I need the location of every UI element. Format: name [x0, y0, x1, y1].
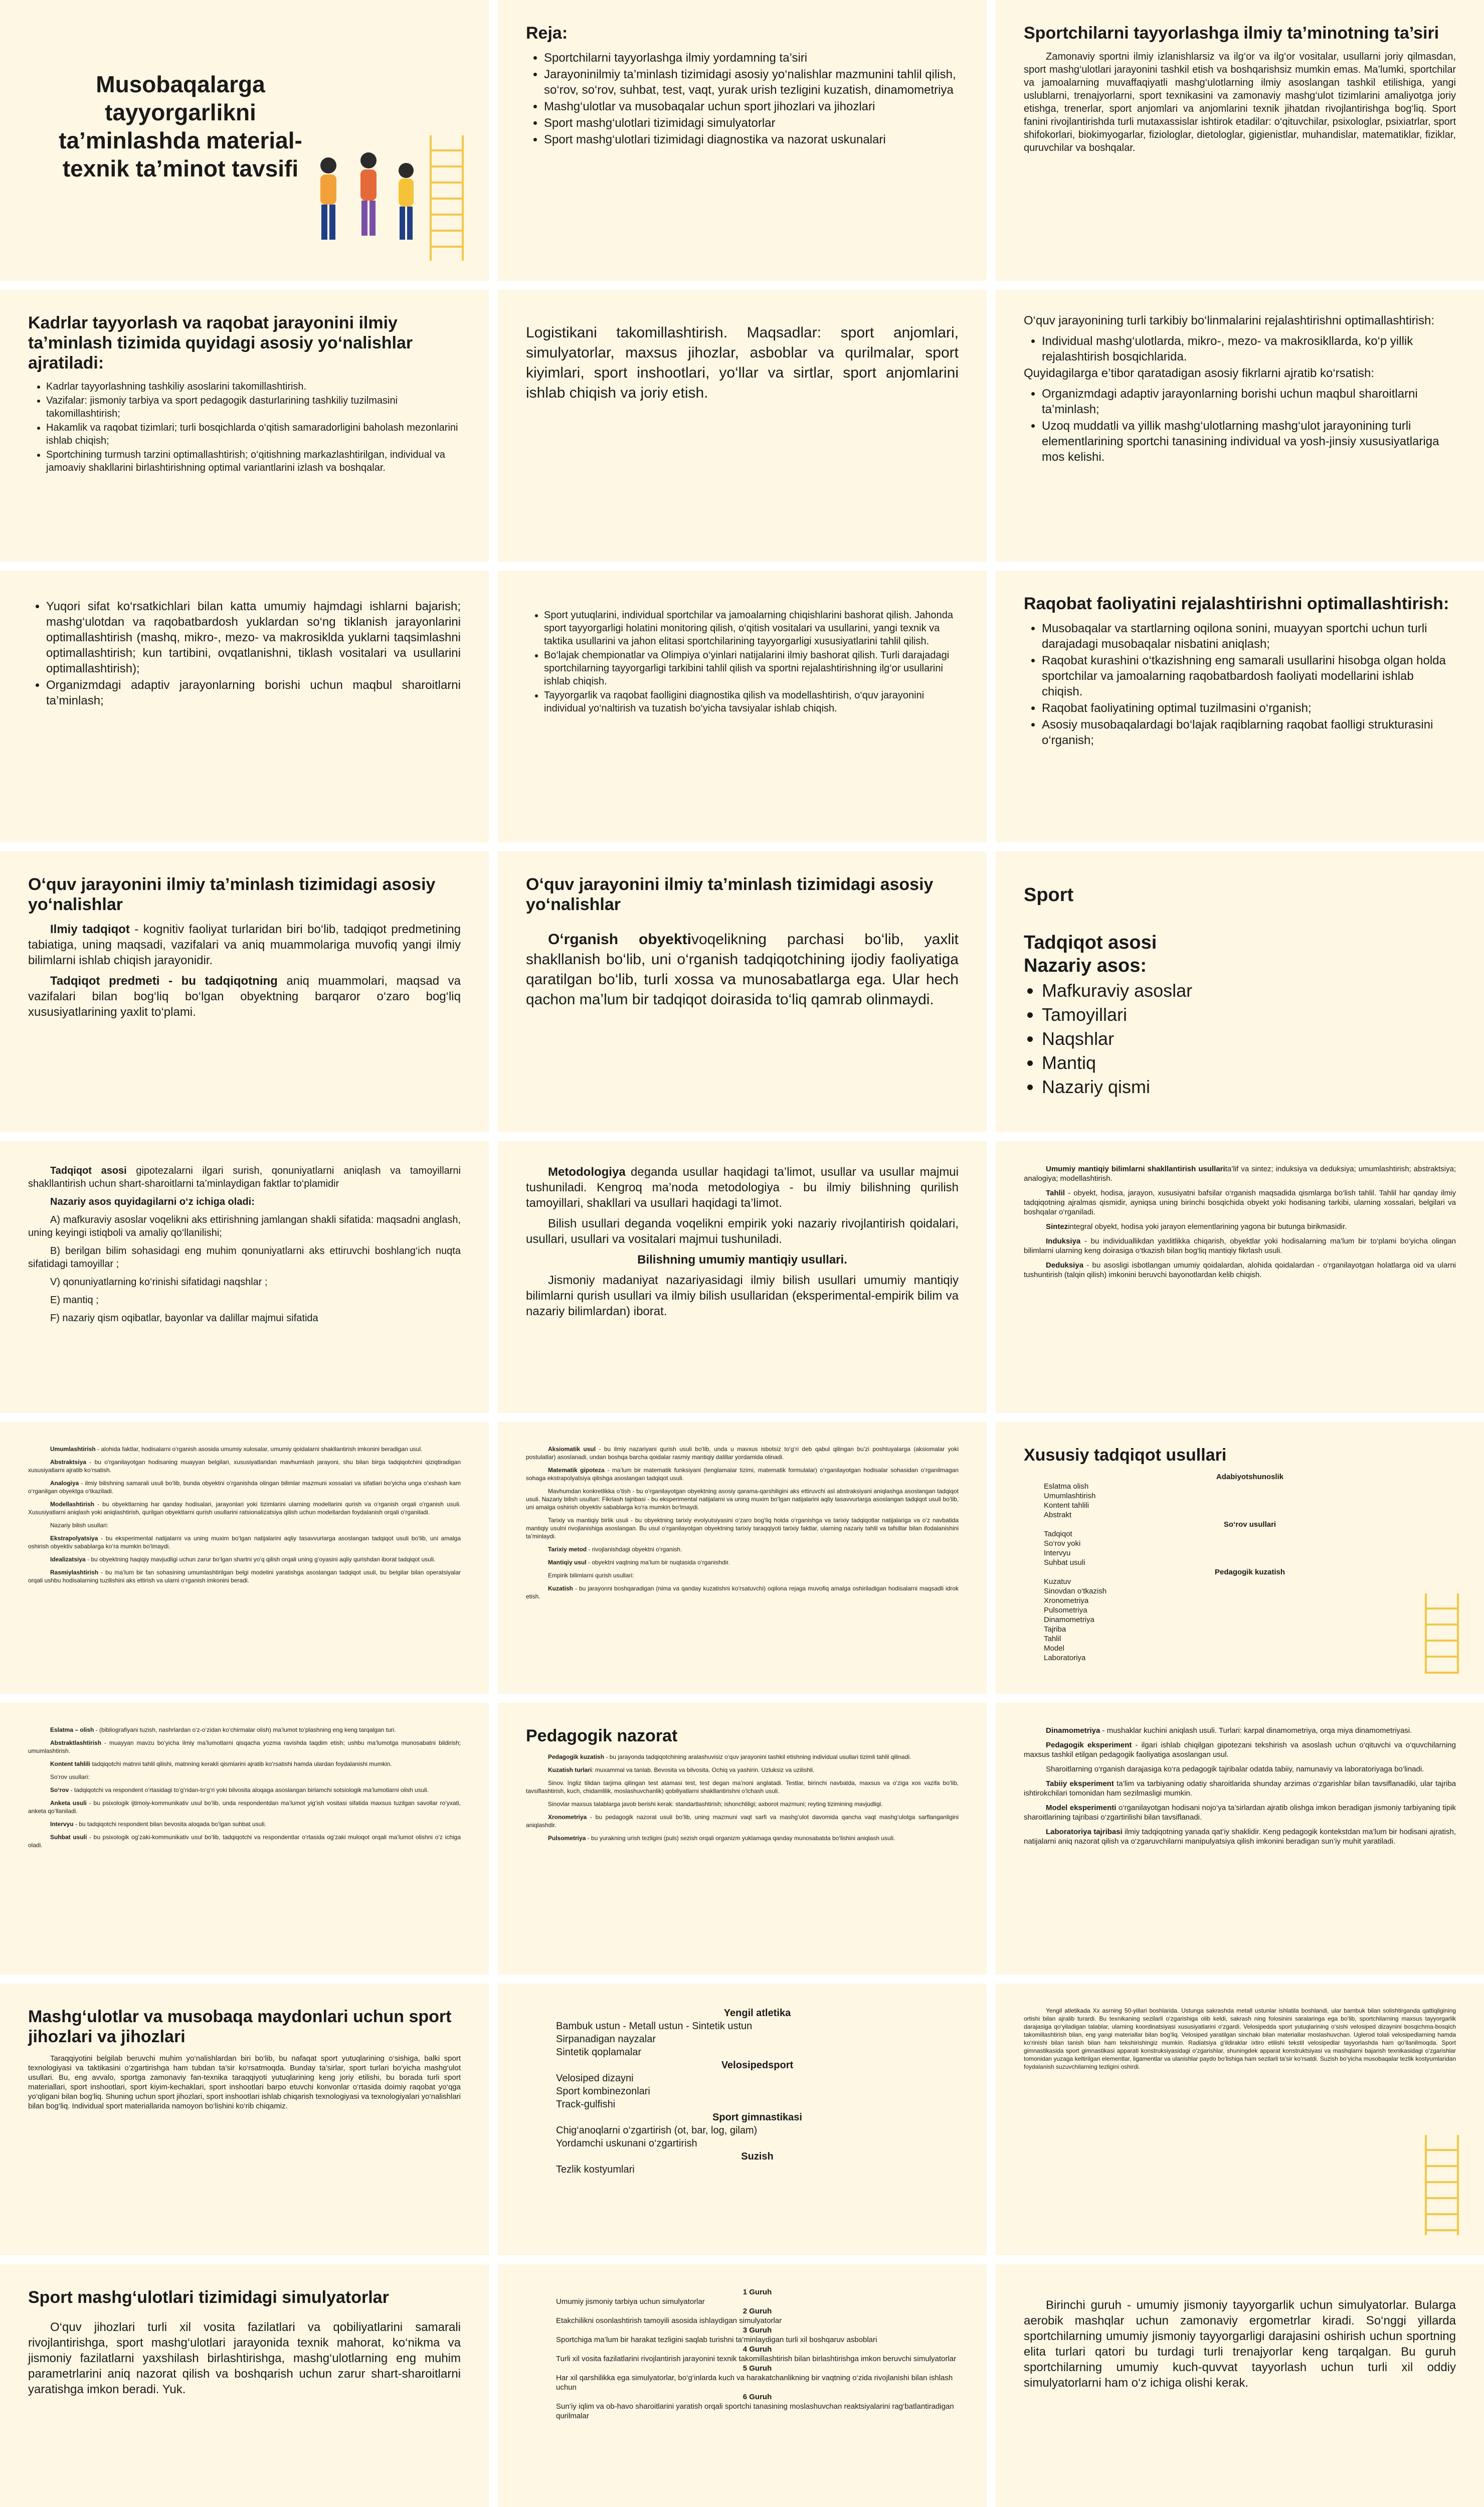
methods-text [28, 1726, 461, 1849]
plan-item: • Mashg‘ulotlar va musobaqalar uchun sport jihozlari va jihozlari [544, 99, 959, 114]
plan-item: • Sportchilarni tayyorlashga ilmiy yordamning ta’siri [544, 50, 959, 66]
term: Xronometriya [548, 1814, 587, 1821]
slide-generalization-methods [0, 1422, 489, 1694]
definition: - bu ilmiy nazariyani qurish usuli bo‘lib, unda u mavxus isbotsiz to‘g‘ri deb qabul qilingan bu’zi poshtuyalarga (aksiomalar yoki postulatlar) asoslanadi, undan boshqa barcha qoidalar rasmiy mantiqiy dalillar yordamida olinadi. [526, 1446, 959, 1461]
definition: - bu eksperimental natijalarni va uning muxim bo‘lgan natijalarini aqliy tasavvurlarga asoslangan tadqiqot usuli bo‘lib, uni amalga oshirish obyektiv sabablarga ko‘ra mumkin bo‘lmaydi. [28, 1535, 461, 1550]
paragraph [1024, 1222, 1456, 1231]
list-item: • Individual mashg‘ulotlarda, mikro-, mezo- va makrosikllarda, ko‘p yillik rejalashtirish bosqichlarida. [1042, 333, 1456, 365]
list-item: • Tayyorgarlik va raqobat faolligini diagnostika qilish va modellashtirish, o‘quv jarayonini individual yo‘naltirish va tuzatish bo‘yicha tavsiyalar ishlab chiqish. [544, 689, 959, 715]
term: Model eksperimenti [1046, 1804, 1117, 1812]
slide-heading: Sport [1024, 884, 1074, 906]
slide-body: O‘quv jihozlari turli xil vosita fazilatlari va qobiliyatlarini samarali rivojlantirishga, sport mashg‘ulotlari jarayonida texnik mahorat, ko‘nikma va jismoniy fazilatlarni yaxshilash birlashtirishga, mashg‘ulotlarning eng muhim parametrlarini aniq nazorat qilish va boshqarish uchun zarur shart-sharoitlarni yaratishga imkon beradi. Yuk. [28, 2320, 461, 2396]
group-item: Turli xil vosita fazilatlarini rivojlantirish jarayonini texnik takomillashtirish bilan birlashtirishga imkon beruvchi simulyatorlar [556, 2355, 957, 2363]
group-item: Tahlil [1044, 1635, 1061, 1643]
list-item: • Organizmdagi adaptiv jarayonlarning borishi uchun maqbul sharoitlarni ta’minlash; [46, 677, 461, 708]
slide-heading: Sportchilarni tayyorlashga ilmiy ta’minotning ta’siri [1024, 24, 1439, 43]
paragraph [28, 1820, 461, 1828]
slide-quality-work [0, 571, 489, 842]
slide-heading: Sport mashg‘ulotlari tizimidagi simulyatorlar [28, 2288, 389, 2307]
group-heading: Pedagogik kuzatish [1214, 1568, 1285, 1576]
slide-logistics [498, 290, 987, 562]
group-item: Laboratoriya [1044, 1654, 1086, 1662]
list-item: • Naqshlar [1042, 1027, 1456, 1050]
slide-equipment-history [996, 1984, 1484, 2255]
definition: - bu o‘rganilayotgan hodisaning muayyan belgilari, xususiyatlaridan mavhumlash jarayoni, shu bilan birga tadqiqotchini qiziqtiradigan xususiyatlarni ajratib ko‘rsatish. [28, 1459, 461, 1474]
definition: : muxammal va tanlab. Bevosita va bilvosita. Ochiq va yashirin. Uzluksiz va uzilishli. [592, 1766, 815, 1773]
paragraph [1024, 1164, 1456, 1183]
list-item: • Bo‘lajak chempionatlar va Olimpiya o‘yinlari natijalarini ilmiy bashorat qilish. Turli darajadagi sportchilarning tayyorgarligi tarkibini tahlil qilish va sportni rejalashtirishning ilg‘or usullarini ishlab chiqish. [544, 649, 959, 688]
term: Pulsometriya [548, 1835, 586, 1842]
simulator-groups [526, 2287, 959, 2421]
paragraph [28, 1521, 461, 1529]
paragraph [1024, 1261, 1456, 1280]
definition: - muayyan mavzu bo‘yicha ilmiy ma’lumotlarni qisqacha yozma ravishda taqdim etish; ushbu ma’lumotga munosabatni bildirish; umumlashtirish. [28, 1739, 461, 1754]
line: F) nazariy qism oqibatlar, bayonlar va dalillar majmui sifatida [50, 1313, 318, 1324]
forecast-list [526, 609, 959, 715]
paragraph [28, 1568, 461, 1584]
line: B) berilgan bilim sohasidagi eng muhim qonuniyatlarni aks ettiruvchi boshlang‘ich nuqta sifatidagi tamoyillar ; [28, 1245, 461, 1270]
paragraph [1024, 1764, 1456, 1774]
plan-list [526, 50, 959, 147]
definition: - (bibliografiyani tuzish, nashrlardan o‘z-o‘zidan ko‘chirmalar olish) ma’lumot to‘plashning eng keng tarqalgan turi. [94, 1726, 396, 1733]
slide-notes-methods [0, 1703, 489, 1975]
methods-groups [1024, 1472, 1456, 1663]
list-item: • Asosiy musobaqalardagi bo‘lajak raqiblarning raqobat faolligi strukturasini o‘rganish; [1042, 717, 1456, 748]
group-heading: Velosipedsport [721, 2060, 794, 2071]
definition: - obyektni vaqtning ma’lum bir nuqtasida o‘rganishdir. [586, 1559, 730, 1566]
paragraph [526, 1779, 959, 1795]
paragraph [526, 1487, 959, 1511]
term: Tahlil [1046, 1189, 1065, 1197]
paragraph [526, 1766, 959, 1774]
methods-text [1024, 1726, 1456, 1846]
group-item: Etakchilikni osonlashtirish tamoyili asosida ishlaydigan simulyatorlar [556, 2316, 782, 2325]
paragraph: Jismoniy madaniyat nazariyasidagi ilmiy bilish usullari umumiy mantiqiy bilimlarni qurish usullari va ilmiy bilish usullaridan (eksperimental-empirik bilim va nazariy bilimlardan) iborat. [526, 1274, 959, 1318]
paragraph [526, 1164, 959, 1211]
paragraph [28, 1799, 461, 1815]
paragraph [28, 1739, 461, 1755]
paragraph [28, 1534, 461, 1550]
slide-body: Birinchi guruh - umumiy jismoniy tayyorgarlik uchun simulyatorlar. Bularga aerobik mashqlar uchun zamonaviy ergometrlar kiradi. So‘nggi yillarda sportchilarning umumiy jismoniy tayyorgarligi darajasini oshirish uchun sportning elita turlari qatori bu turdagi turli trenajyorlar keng tarqalgan. Bu guruh sportchilarning umumiy kuch-quvvat tayyorlash uchun turli xil oddiy simulyatorlarni ham o‘z ichiga olishi kerak. [1024, 2298, 1456, 2390]
paragraph [526, 1800, 959, 1808]
definition: ta’lif va sintez; induksiya va deduksiya; umumlashtirish; abstraktsiya; analogiya; modellashtirish. [1024, 1165, 1456, 1183]
slide-sport-basis [996, 851, 1484, 1132]
plan-title: Reja: [526, 24, 568, 43]
group-item: Intervyu [1044, 1549, 1071, 1557]
slide-heading: Raqobat faoliyatini rejalashtirishni optimallashtirish: [1024, 594, 1449, 613]
slide-research-subject [0, 851, 489, 1132]
definition: ta’lim va tarbiyaning odatiy sharoitlarida shunday arzimas o‘zgarishlar bilan tavsiflanadiki, ular tajriba ishtirokchilari tomonidan ham sezilmasligi mumkin. [1024, 1779, 1456, 1798]
slide-forecasting [498, 571, 987, 842]
people-exercise-illustration [298, 145, 429, 256]
slide-intro: O‘quv jarayonining turli tarkibiy bo‘linmalarini rejalashtirishni optimallashtirish: [1024, 314, 1435, 327]
group-item: Tajriba [1044, 1625, 1066, 1634]
line: V) qonuniyatlarning ko‘rinishi sifatidagi naqshlar ; [50, 1277, 268, 1288]
term: Pedagogik kuzatish [548, 1753, 605, 1760]
definition: - bu individuallikdan yaxlitlikka chiqarish, obyektlar yoki hodisalarning ma’lum bir to‘plami bo‘yicha olingan bilimlarni ularning keng doirasiga o‘tkazish bilan bog‘liq mantiqiy fikrlash usuli. [1024, 1237, 1456, 1255]
definition: - rivojlanishdagi obyektni o‘rganish. [587, 1546, 682, 1553]
paragraph [28, 1726, 461, 1734]
definition: - ilgari ishlab chiqilgan gipotezani tekshirish va asoslash uchun o‘qituvchi va o‘quvchilarning maxsus tashkil etilgan pedagogik faoliyatiga asoslangan usul. [1024, 1741, 1456, 1759]
group-item: Sportchiga ma’lum bir harakat tezligini saqlab turishni ta’minlaydigan turli xil boshqaruv asboblari [556, 2336, 877, 2344]
term: Tarixiy metod [548, 1546, 587, 1553]
list-item: • Yuqori sifat ko‘rsatkichlari bilan katta umumiy hajmdagi ishlarni bajarish; mashg‘ulotdan va raqobatbardosh yuklardan so‘ng tiklanish jarayonlarini optimallashtirish (mashq, mikro-, mezo- va makrosiklda yuklarni taqsimlashni optimallashtirish; kun tartibini, ovqatlanishni, tiklash vositalari va usullarini optimallashtirish); [46, 599, 461, 676]
group-heading: 2 Guruh [743, 2307, 772, 2315]
group-heading: So‘rov usullari [1223, 1520, 1276, 1529]
methods-text [526, 1753, 959, 1842]
term: Pedagogik eksperiment [1046, 1741, 1132, 1749]
group-item: So‘rov yoki [1044, 1539, 1081, 1548]
slide-mid: Quyidagilarga e’tibor qaratadigan asosiy fikrlarni ajratib ko‘rsatish: [1024, 367, 1375, 380]
group-heading: Sport gimnastikasi [712, 2112, 802, 2123]
slide-simulator-groups [498, 2264, 987, 2507]
paragraph [1024, 1827, 1456, 1846]
methods-text [28, 1445, 461, 1584]
planning-list [1024, 333, 1456, 365]
paragraph [1024, 1188, 1456, 1217]
group-item: Tadqiqot [1044, 1530, 1072, 1538]
slide-heading: Mashg‘ulotlar va musobaqa maydonlari uchun sport jihozlari va jihozlari [28, 2007, 452, 2046]
term: Ekstrapolyatsiya [50, 1535, 98, 1542]
definition: tadqiqotchi matnni tahlil qilishi, matnning kerakli qismlarini ajratib ko‘rsatishi hamda ulardan foydalanishi mumkin. [90, 1760, 392, 1767]
term: Deduksiya [1046, 1261, 1084, 1270]
paragraph [526, 1466, 959, 1482]
definition: - kognitiv faoliyat turlaridan biri bo‘lib, tadqiqot predmetining tabiatiga, uning maqsadi, vazifalari va aniq muammolariga muvofiq yangi ilmiy bilimlarni ishlab chiqish jarayonidir. [28, 923, 461, 967]
paragraph [28, 1833, 461, 1849]
definition: aniq muammolari, maqsad va vazifalari bilan bog‘liq bo‘lgan obyektning barqaror o‘zaro bog‘liq xususiyatlarining yaxlit to‘plami. [28, 974, 461, 1019]
list-item: • Hakamlik va raqobat tizimlari; turli bosqichlarda o‘qitish samaradorligini baholash mezonlarini ishlab chiqish; [46, 421, 461, 447]
paragraph [1024, 1740, 1456, 1759]
methods-text [526, 1445, 959, 1600]
group-item: Umumiy jismoniy tarbiya uchun simulyatorlar [556, 2297, 705, 2306]
group-item: Har xil qarshilikka ega simulyatorlar, bo‘g‘inlarda kuch va harakatchanlikning bir vaqtning o‘zida rivojlanishi bilan ishlash uchun [556, 2374, 953, 2392]
slide-body: Zamonaviy sportni ilmiy izlanishlarsiz va ilg‘or va ilg‘or vositalar, usullarni joriy qilmasdan, sport mashg‘ulotlari jarayonini tashkil etish va boshqarishsiz mumkin emas. Ma’lumki, sportchilar va jamoalarning muvaffaqiyatli mashg‘ulotlarning ilmiy asoslangan tashkil etilishiga, yangi uslublarni, trenajyorlarni, sport texnikasini va zamonaviy mashg‘ulot tizimlarini amaliyotga joriy etishga, trenerlar, sport anjomlari va anjomlarini texnik jihatdan rivojlantirishga bog‘liq. Sport fanini rivojlantirishda turli mutaxassislar ishtirok etadilar: o‘qituvchilar, psixologlar, psixiatrlar, sport shifokorlari, biokimyogarlar, fiziologlar, dietologlar, gigienistlar, muhandislar, matematiklar, fiziklar, quruvchilar va boshqalar. [1024, 51, 1456, 153]
term: Induksiya [1046, 1237, 1081, 1245]
group-item: Eslatma olish [1044, 1482, 1089, 1491]
slide-group1 [996, 2264, 1484, 2507]
term: Intervyu [50, 1821, 74, 1828]
definition: Empirik bilimlarni qurish usullari: [548, 1572, 634, 1579]
term: Analogiya [50, 1480, 79, 1487]
paragraph [526, 1558, 959, 1566]
definition: - bu tadqiqotchi respondent bilan bevosita aloqada bo‘lgan suhbat usuli. [73, 1821, 266, 1828]
definition: - alohida faktlar, hodisalarni o‘rganish asosida umumiy xulosalar, umumiy qoidalarni shakllantirish imkonini beradigan usul. [95, 1446, 423, 1453]
list-item: • Organizmdagi adaptiv jarayonlarning borishi uchun maqbul sharoitlarni ta’minlash; [1042, 386, 1456, 417]
term: Abstraktsiya [50, 1459, 87, 1466]
list-item: • Sportchining turmush tarzini optimallashtirish; o‘qitishning markazlashtirilgan, individual va jamoaviy shakllarini birlashtirishning optimal variantlarini izlash va boshqalar. [46, 448, 461, 474]
slide-heading: O‘quv jarayonini ilmiy ta’minlash tizimidagi asosiy yo‘nalishlar [526, 875, 934, 914]
paragraph [1024, 1779, 1456, 1798]
definition: ilmiy tadqiqotning yanada qat’iy shaklidir. Keng pedagogik kontekstdan ma’lum bir hodisani ajratish, natijalarni aniq nazorat qilish va o‘zgaruvchilarni manipulyatsiya qilish imkonini beradigan sun’iy muhit yaratiladi. [1024, 1828, 1456, 1846]
slide-simulators [0, 2264, 489, 2507]
term: Metodologiya [548, 1165, 626, 1179]
list-item: • Nazariy qismi [1042, 1076, 1456, 1099]
definition: deganda usullar haqidagi ta’limot, usullar va usullar majmui tushuniladi. Kengroq ma’noda metodologiya - bu ilmiy bilishning qurilish tamoyillari, shakllari va usullari haqidagi ta’limot. [526, 1165, 959, 1210]
definition: Nazariy bilish usullari: [50, 1522, 109, 1529]
paragraph [28, 1555, 461, 1563]
list-item: • Mantiq [1042, 1051, 1456, 1075]
slide-heading: Pedagogik nazorat [526, 1726, 678, 1745]
definition: - bu pedagogik nazorat usuli bo‘lib, uning mazmuni vaqt sarfi va mashg‘ulot davomida qancha vaqt mashg‘ulotga sarflanganligini aniqlashdir. [526, 1814, 959, 1829]
definition: Sinov. Ingliz tilidan tarjima qilingan test atamasi test, test degan ma’noni anglatadi. Testlar, birinchi navbatda, maxsus va o‘ziga xos vazifa bo‘lib, tavsiflashtirish, kuch, chidamlilik, moslashuvchanlik) qobiliyatlarni shakllantirishni o‘lchash usuli. [526, 1779, 959, 1795]
slide-body: Yengil atletikada Xx asrning 50-yillari boshlarida. Ustunga sakrashda metall ustunlar ishlatila boshlandi, ular bambuk bilan solishtirganda qattiqligining ortishi bilan ajralib turardi. Bu texnikaning sezilarli o‘zgarishiga olib keldi, sakrash ning folosinini saralaringa ega bo‘lib, sportchilarning maxsus tayyorgarlik darajasiga qo‘yiladigan talablar, ularning koordinatsiyasi xususiyatlarini o‘zgardi. Velosipedda sport yutuqlarining o‘sishi velosiped dizaynini bosqichma-bosqich takomillashtirish bilan, eng yangi materiallar bilan bog‘liq. Velosiped yaratilgan sinchaki bilan materiallar moslashuvchan. Uglerod tolali velosipedlarning hamda ko‘rinishi bilan tanish bilan ham tekshirishingiz mumkin. Radiatsiya g‘ildiraklar ixtiro etilishi tekstil velosipedlar tayyorlashda ham qo‘llanilmoqda. Sport gimnastikasida sport gimnastikasi apparati konstruksiyasidagi o‘zgarishlar, shuningdek apparat konstruktsiyasi va mashqlarni bajarish texnikasidagi o‘zgarishlar tomonidan yuzaga keltirilgan elementlar, ligamentlar va ulanishlar paydo bo‘lishiga ham sezilarli ta’sir ko‘rsatdi. Suzish bo‘yicha musobaqalar tezlik kostyumlaridan foydalanish suzuvchilarning tezligini oshirdi. [1024, 2007, 1456, 2070]
group-item: Kuzatuv [1044, 1577, 1071, 1586]
term: Umumiy mantiqiy bilimlarni shakllantirish usullari [1046, 1165, 1225, 1173]
group-item: Dinamometriya [1044, 1616, 1094, 1624]
term: O‘rganish obyekti [548, 931, 691, 948]
term: Tabiiy eksperiment [1046, 1779, 1114, 1788]
paragraph [28, 1760, 461, 1768]
list-item: • Raqobat kurashini o‘tkazishning eng samarali usullarini hisobga olgan holda sportchilar va jamoalarning raqobatbardosh faoliyati modellarini ishlab chiqish. [1042, 653, 1456, 699]
subheading: Nazariy asos quyidagilarni o‘z ichiga oladi: [50, 1196, 255, 1207]
term: Rasmiylashtirish [50, 1569, 99, 1576]
slide-experiments [996, 1703, 1484, 1975]
paragraph [28, 1786, 461, 1794]
term: Modellashtirish [50, 1501, 95, 1508]
definition: integral obyekt, hodisa yoki jarayon elementlarining yagona bir butunga birikmasidir. [1068, 1222, 1347, 1231]
paragraph [28, 1773, 461, 1781]
focus-list [1024, 386, 1456, 465]
list-item: • Raqobat faoliyatining optimal tuzilmasini o‘rganish; [1042, 700, 1456, 716]
definition: - ilmiy bilishning samarali usuli bo‘lib, bunda obyektni o‘rganishda olingan bilimlar mazmuni xossalari va sifatlari bo‘yicha unga o‘xshash kam o‘rganilgan obyektga o‘tkaziladi. [28, 1480, 461, 1495]
term: Abstraktlashtirish [50, 1739, 102, 1746]
definition: - bu jarayonni boshqaradigan (nima va qanday kuzatishni ko‘rsatuvchi) oqilona rejaga muvofiq amalga oshiriladigan hodisalarni maqsadli idrok etish. [526, 1585, 959, 1600]
group-item: Sinovdan o‘tkazish [1044, 1587, 1107, 1595]
definition: - bu psixologik og‘zaki-kommunikativ usul bo‘lib, tadqiqotchi va respondentlar o‘rtasida og‘zaki muloqot orqali ma’lumot olishni o‘z ichiga oladi. [28, 1834, 461, 1849]
slide-heading: Xususiy tadqiqot usullari [1024, 1446, 1227, 1465]
definition: - bu obyektning haqiqiy mavjudligi uchun zarur bo‘lgan shartni yo‘q qilish orqali uning g‘oyasini aqliy qurishdan iborat tadqiqot usuli. [85, 1556, 436, 1563]
paragraph [526, 1545, 959, 1553]
paragraph [28, 922, 461, 968]
basis-list [1024, 979, 1456, 1099]
group-item: Kontent tahlili [1044, 1501, 1089, 1510]
group-item: Sintetik qoplamalar [556, 2047, 642, 2058]
paragraph [526, 1753, 959, 1761]
definition: Tarixiy va mantiqiy birlik usuli - bu obyektning tarixiy evolyutsiyasini o‘zaro bog‘liq holda o‘rganishga va tarixiy tadqiqotlar natijalariga va o‘z navbatida mantiqiy usulni rivojlanishiga asoslangan. Bu usul o‘rganilayotgan obyektning tarixiy taraqqiyoti tarixiy faktlar, ularning nazariy tahlil va tafsillar bilan ifodalanishini ta’minlaydi. [526, 1517, 959, 1540]
group-heading: Yengil atletika [723, 2008, 791, 2019]
term: Umumlashtirish [50, 1446, 96, 1453]
definition: o‘rganilayotgan hodisani nojo‘ya ta’sirlardan ajratib olishga imkon beradigan jismoniy tarbiyaning tipik sharoitlarining tajribasi o‘zgartirilishi bilan tavsiflanadi. [1024, 1804, 1456, 1822]
paragraph [28, 973, 461, 1020]
list-item: • Kadrlar tayyorlashning tashkiliy asoslarini takomillashtirish. [46, 380, 461, 393]
list-item: • Tamoyillari [1042, 1003, 1456, 1026]
definition: - bu ma’lum bir fan sohasining umumlashtirilgan belgi modelini yaratishga asoslangan tadqiqot usuli, bu belgilar bilan operatsiyalar orqali ushbu hodisalarning tuzilishini aks ettirish va ularni o‘rganish imkonini beradi. [28, 1569, 461, 1584]
paragraph [1024, 1726, 1456, 1735]
term: Kontent tahlili [50, 1760, 90, 1767]
paragraph [28, 1164, 461, 1190]
slide-body: Taraqqiyotini belgilab beruvchi muhim yo‘nalishlardan biri bo‘lib, bu nafaqat sport yutuqlarining o‘sishiga, balki sport texnologiyasi va taktikasini o‘zgartirishga ham tubdan ta’sir ko‘rsatmoqda. Bunday ta’sirlar, sport turlari bo‘yicha mashg‘ulot usullari. Bu, eng avvalo, sportga zamonaviy fan-texnika taraqqiyoti yutuqlarining keng joriy etilishi, bu borada turli sport materiallari, sport inshootlari, sport kiyim-kechaklari, sport inshootlari barpo etuvchi konvonlar o‘rtasida doimiy raqobat yo‘qga yo‘qligani bilan bog‘liq. Shuning uchun sport jihozlari, sport inshootlari ishlab chiqarish texnologiyasi va texnologiyalari yo‘nalishlari bilan bog‘liq. Individual sport materiallarida namoyon bo‘lishini ko‘rib chiqamiz. [28, 2054, 461, 2110]
term: Suhbat usuli [50, 1834, 87, 1841]
slide-equipment [0, 1984, 489, 2255]
paragraph [28, 1445, 461, 1453]
group-heading: 4 Guruh [743, 2345, 772, 2354]
list-item: • Uzoq muddatli va yillik mashg‘ulotlarning mashg‘ulot jarayonining turli elementlarining sportchi tanasining individual va yosh-jinsiy xususiyatlariga mos kelishi. [1042, 418, 1456, 465]
definition: - bu jarayonda tadqiqotchining aralashuvisiz o‘quv jarayonini tashkil etishning individual usullari tizimli tahlil qilinadi. [604, 1753, 911, 1760]
definition: voqelikning parchasi bo‘lib, yaxlit shakllanish bo‘lib, uni o‘rganish tadqiqotchining ijodiy faoliyatiga qaratilgan bo‘lib, turli xossa va munosabatlarga ega. Ular hech qachon ma’lum bir tadqiqot doirasida to‘liq qamrab olinmaydi. [526, 931, 959, 1008]
definition: - obyekt, hodisa, jarayon, xususiyatni bafsilar o‘rganish maqsadida qismlarga bo‘lish tahlil. Tahlil har qanday ilmiy tadqiqotning ajralmas qismidir, ayniqsa uning birinchi bosqichida obyekt yoki hodisaning tarkibi, ularning xossalari, belgilari va boshqalar o‘rganiladi. [1024, 1189, 1456, 1216]
basis-block [1024, 931, 1456, 1099]
slide-private-methods [996, 1422, 1484, 1694]
paragraph [28, 1479, 461, 1495]
slide-heading: O‘quv jarayonini ilmiy ta’minlash tizimidagi asosiy yo‘nalishlar [28, 875, 436, 914]
group-item: Track-gulfishi [556, 2099, 616, 2110]
term: Ilmiy tadqiqot [50, 923, 130, 936]
paragraph [526, 930, 959, 1010]
term: Aksiomatik usul [548, 1446, 596, 1453]
term: Anketa usuli [50, 1800, 87, 1807]
group-item: Umumlashtirish [1044, 1492, 1096, 1500]
subheading: Nazariy asos: [1024, 955, 1147, 976]
group-item: Model [1044, 1644, 1064, 1653]
paragraph [1024, 1803, 1456, 1822]
paragraph [526, 1516, 959, 1540]
group-item: Abstrakt [1044, 1511, 1072, 1519]
group-item: Suhbat usuli [1044, 1558, 1085, 1567]
group-item: Yordamchi uskunani o‘zgartirish [556, 2138, 697, 2149]
term: Eslatma – olish [50, 1726, 94, 1733]
group-item: Sport kombinezonlari [556, 2086, 650, 2097]
group-item: Tezlik kostyumlari [556, 2164, 635, 2175]
plan-item: • Sport mashg‘ulotlari tizimidagi diagnostika va nazorat uskunalari [544, 132, 959, 147]
paragraph [28, 1458, 461, 1474]
group-heading: 3 Guruh [743, 2326, 772, 2335]
competition-list [1024, 621, 1456, 748]
term: Idealizatsiya [50, 1556, 86, 1563]
ladder-decoration [1425, 2135, 1459, 2235]
line: E) mantiq ; [50, 1295, 99, 1306]
group-item: Sun’iy iqlim va ob-havo sharoitlarini yaratish orqali sportchi tanasining moslashuvchan reaktsiyalarini rag‘batlantiradigan qurilmalar [556, 2402, 954, 2420]
paragraph [28, 1500, 461, 1516]
paragraph [526, 1813, 959, 1829]
list-item: • Musobaqalar va startlarning oqilona sonini, muayyan sportchi uchun turli darajadagi musobaqalar nisbatini aniqlash; [1042, 621, 1456, 652]
term: Matematik gipoteza [548, 1467, 605, 1474]
slide-pedagogical-control [498, 1703, 987, 1975]
definition: Sharoitlarning o‘rganish darajasiga ko‘ra pedagogik tajribalar odatda tabiiy, namunaviy va laboratoriyaga bo‘linadi. [1046, 1765, 1424, 1773]
group-heading: 1 Guruh [743, 2288, 772, 2296]
slide-title [0, 0, 489, 281]
term: So‘rov [50, 1786, 69, 1794]
subheading: Tadqiqot asosi [1024, 932, 1157, 953]
slide-competition-planning [996, 571, 1484, 842]
group-item: Sirpanadigan nayzalar [556, 2034, 656, 2045]
group-heading: 5 Guruh [743, 2364, 772, 2373]
term: Dinamometriya [1046, 1726, 1100, 1735]
list-item: • Vazifalar: jismoniy tarbiya va sport pedagogik dasturlarining tashkiliy tuzilmasini takomillashtirish; [46, 394, 461, 420]
definition: So‘rov usullari: [50, 1773, 90, 1780]
term: Sintez [1046, 1222, 1068, 1231]
slide-methodology [498, 1141, 987, 1413]
subheading: Bilishning umumiy mantiqiy usullari. [637, 1253, 847, 1267]
definition: - ma’lum bir matematik funksiyani (tenglamalar tizimi, matematik formulalar) o‘rganilayotgan hodisalar sohasidan o‘rganilmagan sohaga ekstrapolyatsiya qilishga asoslangan tadqiqot usuli. [526, 1467, 959, 1482]
slide-plan [498, 0, 987, 281]
slide-axiomatic-methods [498, 1422, 987, 1694]
quality-list [28, 599, 461, 708]
group-heading: Suzish [741, 2151, 774, 2162]
definition: - tadqiqotchi va respondent o‘rtasidagi to‘g‘ridan-to‘g‘ri yoki bilvosita aloqaga asoslangan birlamchi sotsiologik ma’lumotlarni olish usuli. [69, 1786, 429, 1794]
definition: - bu asosligi isbotlangan umumiy qoidalardan, alohida qoidalardan - o‘rganilayotgan holatlarga oid va ularni tushuntirish (talqin qilish) imkonini beruvchi bayonotlardan kelib chiqish. [1024, 1261, 1456, 1279]
paragraph [526, 1571, 959, 1579]
definition: Mavhumdan konkretlikka o‘tish - bu o‘rganilayotgan obyektning asosiy qarama-qarshiligini aks ettiruvchi asl abstraksiyani aniqlashga asoslangan tadqiqot usuli. Nazariy bilish usullari: Fikrlash tajribasi - bu eksperimental natijalarni va uning muxim bo‘lgan natijalarini aqliy tasavvurlarga asoslangan tadqiqot usuli bo‘lib, uni amalga oshirish obyektiv sabablarga ko‘ra mumkin bo‘lmaydi. [526, 1488, 959, 1511]
slide-body: Logistikani takomillashtirish. Maqsadlar: sport anjomlari, simulyatorlar, maxsus jihozlar, asboblar va qurilmalar, sport kiyimlari, sport inshootlari, yo‘llar va sirtlar, sport anjomlarini ishlab chiqish va joriy etish. [526, 324, 959, 401]
definition: Sinovlar maxsus talablarga javob berishi kerak: standartlashtirish; ishonchliligi; axborot mazmuni; reyting tizimining mavjudligi. [548, 1801, 883, 1808]
plan-item: • Jarayoninilmiy ta’minlash tizimidagi asosiy yo‘nalishlar mazmunini tahlil qilish, so‘rov, so‘rov, suhbat, test, vaqt, yurak urish tezligini kuzatish, dinamometriya [544, 67, 959, 98]
ladder-decoration [1425, 1593, 1459, 1674]
definition: - bu psixologik ijtimoiy-kommunikativ usul bo‘lib, unda respondentdan ma’lumot yig‘ish vositasi sifatida maxsus tuzilgan savollar ro‘yxati, anketa qo‘llaniladi. [28, 1800, 461, 1815]
ladder-decoration [430, 135, 464, 261]
term: Kuzatish turlari [548, 1766, 592, 1773]
list-item: • Sport yutuqlarini, individual sportchilar va jamoalarning chiqishlarini bashorat qilish. Jahonda sport tayyorgarligi holatini monitoring qilish, o‘qitish vositalari va usullarini, yangi texnik va taktika usullarini va jahon elitasi sportchilarining tayyorgarligi xususiyatlarini tahlil qilish. [544, 609, 959, 648]
slide-equipment-list [498, 1984, 987, 2255]
slide-science-impact [996, 0, 1484, 281]
group-heading: 6 Guruh [743, 2393, 772, 2401]
slide-research-object [498, 851, 987, 1132]
slide-planning-optimization [996, 290, 1484, 562]
slide-theoretical-basis [0, 1141, 489, 1413]
term: Kuzatish [548, 1585, 574, 1592]
plan-item: • Sport mashg‘ulotlari tizimidagi simulyatorlar [544, 115, 959, 131]
directions-list [28, 380, 461, 474]
presentation-title: Musobaqalarga tayyorgarlikni ta’minlashda material-texnik ta’minot tavsifi [59, 71, 302, 182]
paragraph: Bilish usullari deganda voqelikni empirik yoki nazariy rivojlantirish qoidalari, usullari, usullari va vositalari majmui tushuniladi. [526, 1217, 959, 1246]
slide-logical-methods [996, 1141, 1484, 1413]
group-item: Xronometriya [1044, 1596, 1089, 1605]
group-item: Bambuk ustun - Metall ustun - Sintetik ustun [556, 2021, 753, 2032]
paragraph [526, 1834, 959, 1842]
paragraph [1024, 1236, 1456, 1256]
definition: gipotezalarni ilgari surish, qonuniyatlarni aniqlash va tamoyillarni shakllantirish uchun shart-sharoitlarni ta’minlaydigan faktlar to‘plamidir [28, 1165, 461, 1189]
slide-heading: Kadrlar tayyorlash va raqobat jarayonini ilmiy ta’minlash tizimida quyidagi asosiy yo‘nalishlar ajratiladi: [28, 313, 413, 373]
slide-directions [0, 290, 489, 562]
term: Laboratoriya tajribasi [1046, 1828, 1123, 1836]
line: A) mafkuraviy asoslar voqelikni aks ettirishning jamlangan shakli sifatida: maqsadni anglash, uning keyingi istiqboli va amaliy qo‘llanilishi; [28, 1214, 461, 1238]
definition: - mushaklar kuchini aniqlash usuli. Turlari: karpal dinamometriya, orqa miya dinamometriyasi. [1100, 1726, 1412, 1735]
term: Tadqiqot predmeti - bu tadqiqotning [50, 974, 278, 988]
group-item: Chig‘anoqlarni o‘zgartirish (ot, bar, log, gilam) [556, 2125, 758, 2136]
group-item: Velosiped dizayni [556, 2073, 634, 2084]
definition: - bu yurakning urish tezligini (puls) sezish orqali organizm yuklamaga qanday munosabatda bo‘lishini aniqlash usuli. [586, 1835, 895, 1842]
term: Tadqiqot asosi [50, 1165, 127, 1176]
term: Mantiqiy usul [548, 1559, 587, 1566]
paragraph [526, 1445, 959, 1461]
definition: - bu obyektlarning har qanday hodisalari, jarayonlari yoki tizimlarini ularning modellarini qurish va o‘rganish orqali o‘rganish usuli. Xususiyatlarni aniqlash yoki aniqlashtirish, qurilgan obyektlarni qurish usullarini ratsionalizatsiya qilish uchun modellardan foydalanish orqali o‘rganiladi. [28, 1501, 461, 1516]
group-heading: Adabiyotshunoslik [1216, 1473, 1284, 1481]
group-item: Pulsometriya [1044, 1606, 1087, 1615]
equipment-groups [526, 2007, 959, 2176]
list-item: • Mafkuraviy asoslar [1042, 979, 1456, 1002]
paragraph [526, 1584, 959, 1600]
